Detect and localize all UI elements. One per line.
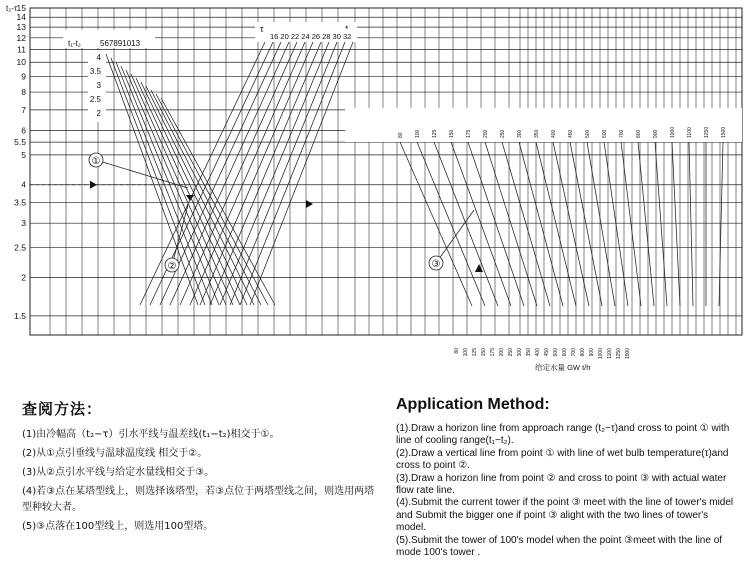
flow-line-16 bbox=[672, 142, 680, 306]
flow-tick-bottom-3: 150 bbox=[481, 348, 487, 357]
y-tick-2: 13 bbox=[16, 22, 26, 33]
flow-tick-top-7: 300 bbox=[517, 129, 523, 138]
flow-line-4 bbox=[468, 142, 524, 306]
flow-tick-top-12: 600 bbox=[602, 129, 608, 138]
instructions-cn-title: 查阅方法： bbox=[22, 400, 103, 418]
flow-tick-top-15: 900 bbox=[653, 129, 659, 138]
flow-tick-bottom-2: 125 bbox=[472, 348, 478, 357]
flow-line-11 bbox=[587, 142, 615, 306]
range-value-2: 3 bbox=[96, 81, 101, 90]
flow-tick-bottom-5: 200 bbox=[499, 348, 505, 357]
flow-axis-label: 给定水量 GW t/h bbox=[535, 363, 591, 372]
flow-tick-bottom-4: 175 bbox=[490, 348, 496, 357]
wetbulb-line-3 bbox=[167, 42, 289, 305]
flow-header-box bbox=[345, 108, 742, 142]
wetbulb-line-10 bbox=[240, 42, 345, 305]
y-tick-7: 8 bbox=[21, 87, 26, 98]
flow-line-8 bbox=[536, 142, 576, 306]
flow-tick-top-5: 200 bbox=[483, 129, 489, 138]
flow-line-7 bbox=[519, 142, 563, 306]
range-value-1: 3.5 bbox=[89, 67, 101, 76]
y-tick-13: 3.5 bbox=[14, 197, 26, 208]
instructions-en-step-5: (5).Submit the tower of 100's model when the point ③meet with the line of mode 100's tower . bbox=[396, 534, 723, 559]
chart-grid bbox=[30, 8, 742, 335]
y-tick-4: 11 bbox=[17, 44, 26, 55]
wetbulb-line-5 bbox=[190, 42, 305, 305]
flow-line-2 bbox=[431, 142, 498, 306]
y-tick-0: 15 bbox=[16, 3, 26, 13]
flow-tick-bottom-11: 500 bbox=[553, 348, 559, 357]
instructions-en-step-3: (3).Draw a horizon line from point ② and cross to point ③ with actual water flow rate line. bbox=[396, 472, 727, 497]
flow-tick-top-4: 175 bbox=[466, 129, 472, 138]
wetbulb-line-4 bbox=[180, 42, 297, 305]
flow-line-14 bbox=[638, 142, 654, 306]
flow-tick-bottom-6: 250 bbox=[508, 348, 514, 357]
y-tick-16: 2 bbox=[21, 272, 26, 283]
instructions-cn-step-4: (4)若③点在某塔型线上，则选择该塔型，若③点位于两塔型线之间，则选用两塔型种较大者。 bbox=[22, 486, 375, 513]
flow-tick-top-18: 1250 bbox=[704, 126, 710, 138]
chart-frame bbox=[30, 8, 742, 335]
y-tick-10: 5.5 bbox=[14, 137, 26, 148]
flow-tick-top-14: 800 bbox=[636, 129, 642, 138]
flow-tick-bottom-9: 400 bbox=[535, 348, 541, 357]
instructions-en-title: Application Method: bbox=[396, 396, 550, 413]
instructions-cn-step-3: (3)从②点引水平线与给定水量线相交于③。 bbox=[22, 467, 215, 478]
flow-tick-bottom-7: 300 bbox=[517, 348, 523, 357]
instructions-cn-step-5: (5)③点落在100型线上，则选用100型塔。 bbox=[22, 521, 214, 532]
wetbulb-label: τ bbox=[260, 24, 264, 34]
y-tick-11: 5 bbox=[21, 149, 26, 160]
point-label-3: ③ bbox=[431, 259, 441, 270]
flow-tick-top-10: 450 bbox=[568, 129, 574, 138]
point-label-2: ② bbox=[167, 261, 177, 272]
instructions-en-step-1: (1).Draw a horizon line from approach range (t₂−τ)and cross to point ① with line of cooling range(t₁−t₂). bbox=[396, 423, 730, 447]
flow-tick-top-16: 1000 bbox=[670, 126, 676, 138]
flow-tick-top-6: 250 bbox=[500, 129, 506, 138]
flow-tick-top-13: 700 bbox=[619, 129, 625, 138]
flow-tick-bottom-10: 450 bbox=[544, 348, 550, 357]
instructions-en-step-4: (4).Submit the current tower if the point ③ meet with the line of tower's midel and Submit the bigger one if point ③ alight with the two lines of tower's model. bbox=[396, 497, 734, 534]
flow-tick-top-3: 150 bbox=[449, 129, 455, 138]
flow-tick-top-1: 100 bbox=[415, 129, 421, 138]
range-value-0: 4 bbox=[96, 53, 101, 62]
y-tick-1: 14 bbox=[16, 12, 26, 23]
instructions-chinese bbox=[22, 398, 382, 538]
flow-tick-top-17: 1100 bbox=[687, 127, 693, 138]
chart-lines bbox=[30, 42, 723, 306]
range-value-3: 2.5 bbox=[89, 95, 101, 104]
instructions-en-step-2: (2).Draw a vertical line from point ① with line of wet bulb temperature(τ)and cross to point ②. bbox=[396, 447, 729, 472]
flow-tick-bottom-13: 700 bbox=[571, 348, 577, 357]
model-ticks: 567891013 bbox=[100, 39, 141, 48]
flow-tick-bottom-0: 80 bbox=[454, 348, 460, 354]
flow-tick-bottom-8: 350 bbox=[526, 348, 532, 357]
flow-line-15 bbox=[655, 142, 667, 306]
flow-tick-bottom-19: 1500 bbox=[625, 348, 631, 360]
wetbulb-ticks: 16 20 22 24 26 28 30 32 bbox=[270, 32, 352, 41]
flow-tick-top-2: 125 bbox=[432, 129, 438, 138]
y-tick-15: 2.5 bbox=[14, 242, 26, 253]
flow-tick-bottom-18: 1250 bbox=[616, 348, 622, 360]
flow-tick-top-19: 1500 bbox=[721, 126, 727, 138]
range-value-4: 2 bbox=[96, 109, 101, 118]
flow-tick-top-9: 400 bbox=[551, 129, 557, 138]
flow-tick-bottom-1: 100 bbox=[463, 348, 469, 357]
flow-line-10 bbox=[570, 142, 602, 306]
flow-line-19 bbox=[719, 142, 723, 306]
y-tick-9: 6 bbox=[21, 125, 26, 136]
flow-line-9 bbox=[553, 142, 589, 306]
range-label: t₁-t₂ bbox=[68, 39, 81, 48]
instructions-cn-step-1: (1)由冷幅高（t₂−τ）引水平线与温差线(t₁−t₂)相交于①。 bbox=[22, 429, 280, 440]
arrow-right-2 bbox=[306, 200, 313, 208]
arrow-right-1 bbox=[90, 181, 97, 189]
y-axis-label: t₂-τ bbox=[6, 4, 18, 13]
y-tick-5: 10 bbox=[16, 57, 26, 68]
flow-tick-bottom-16: 1000 bbox=[598, 348, 604, 360]
range-line-5 bbox=[131, 74, 233, 305]
flow-tick-bottom-17: 1100 bbox=[607, 348, 613, 359]
flow-tick-top-0: 80 bbox=[398, 132, 404, 138]
y-tick-12: 4 bbox=[21, 179, 26, 190]
flow-tick-top-8: 350 bbox=[534, 129, 540, 138]
instructions-english bbox=[396, 396, 736, 559]
wetbulb-line-6 bbox=[200, 42, 313, 305]
flow-line-1 bbox=[417, 142, 485, 306]
instructions-cn-step-2: (2)从①点引垂线与温球温度线 相交于②。 bbox=[22, 448, 208, 459]
point-label-1: ① bbox=[91, 156, 101, 167]
flow-line-5 bbox=[485, 142, 537, 306]
flow-tick-bottom-12: 600 bbox=[562, 348, 568, 357]
y-tick-8: 7 bbox=[21, 104, 26, 115]
point-label-1-leader bbox=[96, 160, 188, 188]
flow-line-17 bbox=[689, 142, 693, 306]
y-tick-6: 9 bbox=[21, 71, 26, 82]
star-mark: * bbox=[345, 24, 349, 34]
y-tick-14: 3 bbox=[21, 218, 26, 229]
y-tick-3: 12 bbox=[16, 32, 26, 43]
y-tick-17: 1.5 bbox=[14, 310, 26, 321]
flow-tick-bottom-15: 900 bbox=[589, 348, 595, 357]
flow-tick-top-11: 500 bbox=[585, 129, 591, 138]
arrow-down-point bbox=[186, 195, 194, 201]
wetbulb-line-8 bbox=[220, 42, 329, 305]
flow-tick-bottom-14: 800 bbox=[580, 348, 586, 357]
